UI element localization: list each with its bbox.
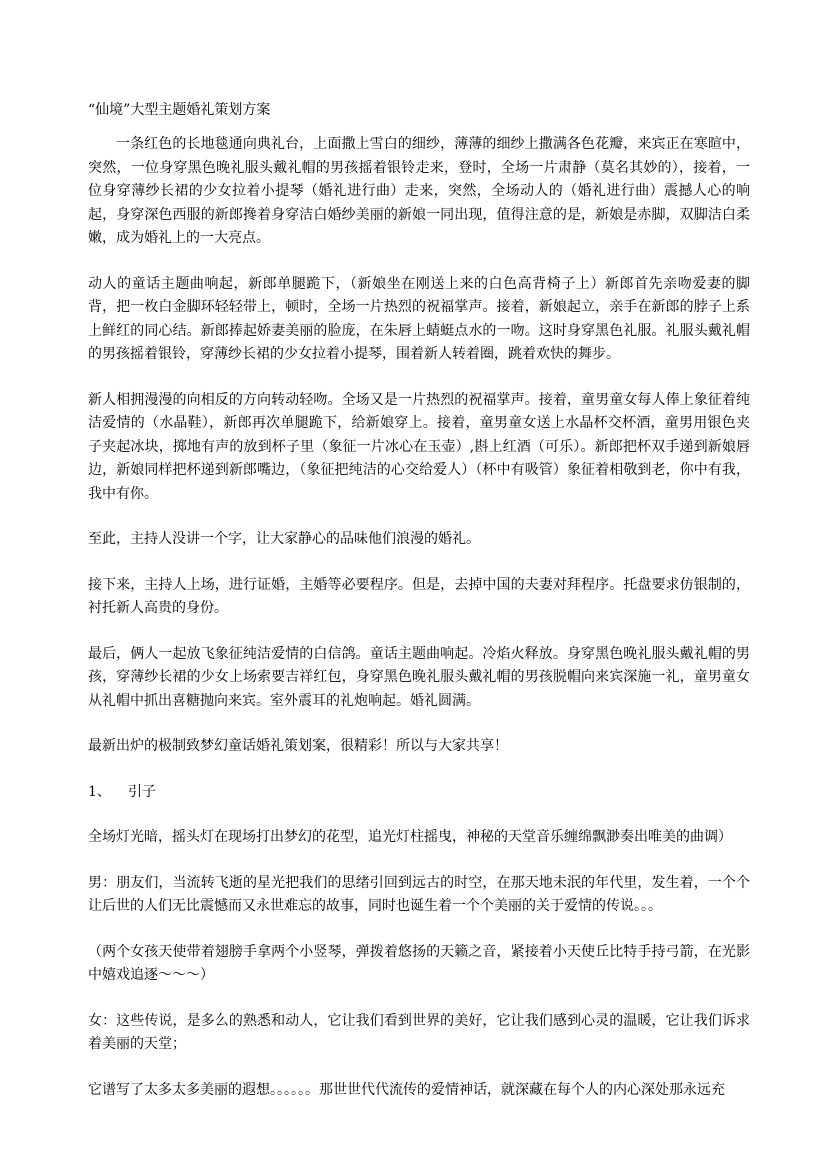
script-male-line: 男：朋友们，当流转飞逝的星光把我们的思绪引回到远古的时空，在那天地未泯的年代里，发生着，一个个让后世的人们无比震憾而又永世难忘的故事，同时也诞生着一个个美丽的关于爱情的传说。。。 xyxy=(88,874,750,914)
document-body xyxy=(88,99,750,1102)
paragraph-share-note: 最新出炉的极制致梦幻童话婚礼策划案，很精彩！所以与大家共享！ xyxy=(88,738,508,754)
paragraph-ceremony-opening: 一条红色的长地毯通向典礼台，上面撒上雪白的细纱，薄薄的细纱上撒满各色花瓣，来宾正在寒暄中，突然，一位身穿黑色晚礼服头戴礼帽的男孩摇着银铃走来，登时，全场一片肃静（莫名其妙的），接着，一位身穿薄纱长裙的少女拉着小提琴（婚礼进行曲）走来，突然，全场动人的（婚礼进行曲）震撼人心的响起，身穿深色西服的新郎搀着身穿洁白婚纱美丽的新娘一同出现，值得注意的是，新娘是赤脚，双脚洁白柔嫩，成为婚礼上的一大亮点。 xyxy=(88,136,750,246)
section-number: 1、 xyxy=(88,783,111,800)
paragraph-finale: 最后，俩人一起放飞象征纯洁爱情的白信鸽。童话主题曲响起。冷焰火释放。身穿黑色晚礼服头戴礼帽的男孩，穿薄纱长裙的少女上场索要吉祥红包，身穿黑色晚礼服头戴礼帽的男孩脱帽向来宾深施一礼，童男童女从礼帽中抓出喜糖抛向来宾。室外震耳的礼炮响起。婚礼圆满。 xyxy=(88,645,750,709)
section-heading xyxy=(88,781,750,805)
script-stage-direction-lights: 全场灯光暗，摇头灯在现场打出梦幻的花型，追光灯柱摇曳，神秘的天堂音乐缠绵飘渺奏出唯美的曲调） xyxy=(88,829,732,845)
script-stage-direction-angels: （两个女孩天使带着翅膀手拿两个小竖琴，弹拨着悠扬的天籁之音，紧接着小天使丘比特手持弓箭，在光影中嬉戏追逐～～～） xyxy=(88,943,750,983)
paragraph-crystal-shoes: 新人相拥漫漫的向相反的方向转动轻吻。全场又是一片热烈的祝福掌声。接着，童男童女每人俸上象征着纯洁爱情的（水晶鞋），新郎再次单腿跪下，给新娘穿上。接着，童男童女送上水晶杯交杯酒，童男用银色夹子夹起冰块，掷地有声的放到杯子里（象征一片冰心在玉壶）,斟上红酒（可乐）。新郎把杯双手递到新娘唇边，新娘同样把杯递到新郎嘴边，（象征把纯洁的心交给爱人）（杯中有吸管）象征着相敬到老，你中有我，我中有你。 xyxy=(88,391,750,502)
script-continuation-line: 它谱写了太多太多美丽的遐想。。。。。。那世世代代流传的爱情神话，就深藏在每个人的内心深处那永远充 xyxy=(88,1081,725,1098)
script-female-line: 女：这些传说，是多么的熟悉和动人，它让我们看到世界的美好，它让我们感到心灵的温暖，它让我们诉求着美丽的天堂； xyxy=(88,1012,750,1052)
section-heading-text: 引子 xyxy=(128,783,156,800)
document-title: “仙境”大型主题婚礼策划方案 xyxy=(88,102,271,118)
paragraph-silent-host: 至此，主持人没讲一个字，让大家静心的品味他们浪漫的婚礼。 xyxy=(88,531,480,547)
paragraph-host-procedure: 接下来，主持人上场，进行证婚，主婚等必要程序。但是，去掉中国的夫妻对拜程序。托盘要求仿银制的，衬托新人高贵的身份。 xyxy=(88,576,750,616)
paragraph-theme-song: 动人的童话主题曲响起，新郎单腿跪下，（新娘坐在刚送上来的白色高背椅子上）新郎首先亲吻爱妻的脚背，把一枚白金脚环轻轻带上，顿时，全场一片热烈的祝福掌声。接着，新娘起立，亲手在新郎的脖子上系上鲜红的同心结。新郎捧起娇妻美丽的脸庞，在朱唇上蜻蜓点水的一吻。这时身穿黑色礼服。礼服头戴礼帽的男孩摇着银铃，穿薄纱长裙的少女拉着小提琴，围着新人转着圈，跳着欢快的舞步。 xyxy=(88,275,750,362)
